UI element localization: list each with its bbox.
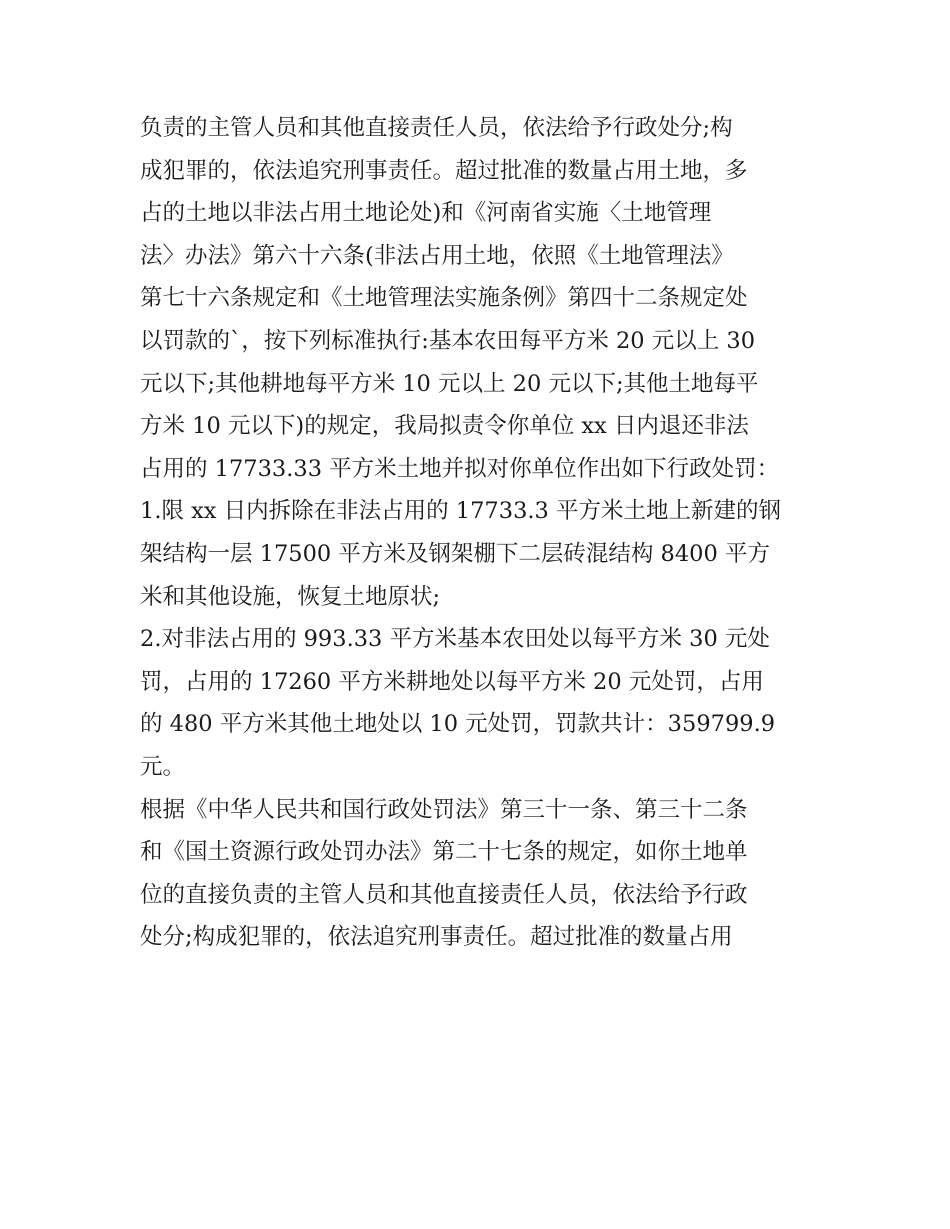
text-line: 成犯罪的，依法追究刑事责任。超过批准的数量占用土地，多: [140, 157, 748, 184]
text-line: 以罚款的`，按下列标准执行:基本农田每平方米 20 元以上 30: [140, 327, 756, 354]
text-line: 2.对非法占用的 993.33 平方米基本农田处以每平方米 30 元处: [140, 626, 770, 653]
text-line: 1.限 xx 日内拆除在非法占用的 17733.3 平方米土地上新建的钢: [140, 498, 781, 525]
text-line: 处分;构成犯罪的，依法追究刑事责任。超过批准的数量占用: [140, 924, 733, 951]
text-line: 架结构一层 17500 平方米及钢架棚下二层砖混结构 8400 平方: [140, 540, 770, 567]
text-line: 法〉办法》第六十六条(非法占用土地，依照《土地管理法》: [140, 242, 734, 269]
text-line: 根据《中华人民共和国行政处罚法》第三十一条、第三十二条: [140, 796, 748, 823]
text-line: 负责的主管人员和其他直接责任人员，依法给予行政处分;构: [140, 115, 733, 141]
text-line: 的 480 平方米其他土地处以 10 元处罚，罚款共计：359799.9: [140, 711, 776, 738]
text-line: 第七十六条规定和《土地管理法实施条例》第四十二条规定处: [140, 285, 748, 312]
text-line: 位的直接负责的主管人员和其他直接责任人员，依法给予行政: [140, 881, 748, 908]
text-line: 占用的 17733.33 平方米土地并拟对你单位作出如下行政处罚：: [140, 455, 780, 482]
text-line: 米和其他设施，恢复土地原状;: [140, 583, 441, 610]
text-line: 罚，占用的 17260 平方米耕地处以每平方米 20 元处罚，占用: [140, 668, 764, 695]
text-line: 元。: [140, 753, 186, 780]
text-line: 元以下;其他耕地每平方米 10 元以上 20 元以下;其他土地每平: [140, 370, 759, 397]
text-line: 方米 10 元以下)的规定，我局拟责令你单位 xx 日内退还非法: [140, 413, 749, 440]
text-line: 占的土地以非法占用土地论处)和《河南省实施〈土地管理: [140, 200, 712, 227]
document-body: [140, 107, 830, 959]
text-line: 和《国土资源行政处罚办法》第二十七条的规定，如你土地单: [140, 839, 748, 866]
